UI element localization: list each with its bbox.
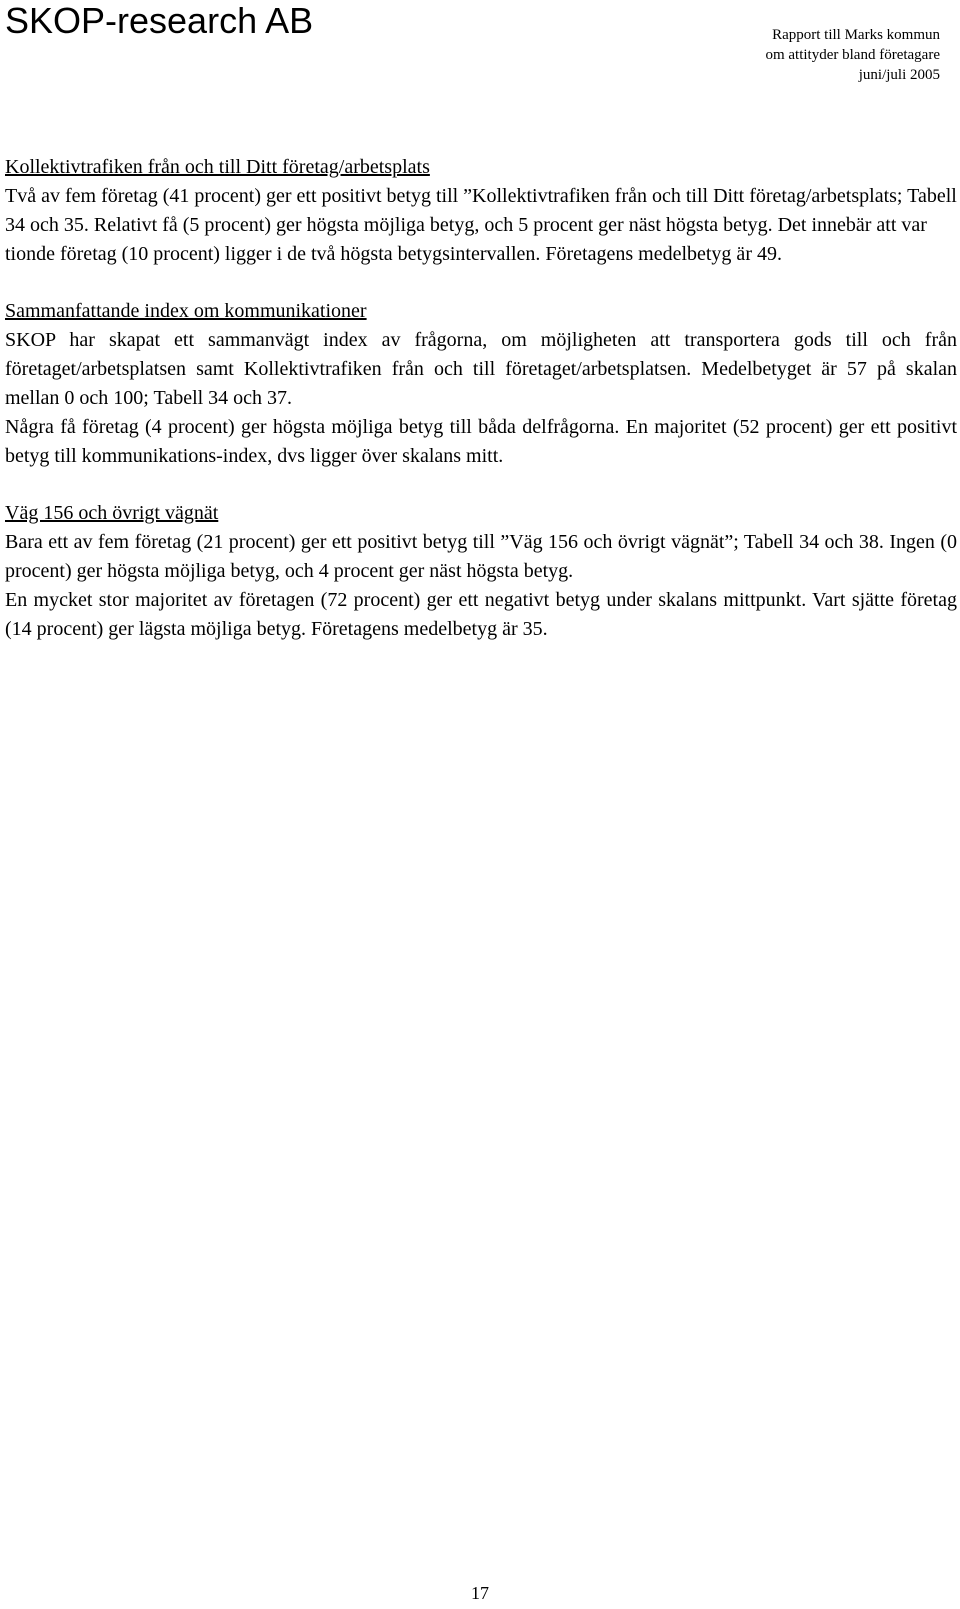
report-date: juni/juli 2005 <box>858 67 940 83</box>
page-header <box>0 0 960 90</box>
paragraph: Några få företag (4 procent) ger högsta möjliga betyg till båda delfrågorna. En majoritet (52 procent) ger ett positivt betyg till kommunikations-index, dvs ligger över skalans mitt. <box>5 416 957 467</box>
section-kollektivtrafik <box>5 153 957 269</box>
section-index-kommunikationer <box>5 297 957 471</box>
document-body <box>5 153 957 672</box>
paragraph: Bara ett av fem företag (21 procent) ger ett positivt betyg till ”Väg 156 och övrigt vägnät”; Tabell 34 och 38. Ingen (0 procent) ger högsta möjliga betyg, och 4 procent ger näst högsta betyg. <box>5 531 957 582</box>
company-name: SKOP-research AB <box>5 0 314 41</box>
page-number: 17 <box>471 1583 489 1603</box>
report-subject: om attityder bland företagare <box>765 47 940 63</box>
section-heading: Väg 156 och övrigt vägnät <box>5 502 219 524</box>
paragraph: En mycket stor majoritet av företagen (72 procent) ger ett negativt betyg under skalans mittpunkt. Vart sjätte företag (14 procent) ger lägsta möjliga betyg. Företagens medelbetyg är 35. <box>5 589 957 640</box>
paragraph: SKOP har skapat ett sammanvägt index av frågorna, om möjligheten att transportera gods till och från företaget/arbetsplatsen samt Kollektivtrafiken från och till företaget/arbetsplatsen. Medelbetyget är 57 på skalan mellan 0 och 100; Tabell 34 och 37. <box>5 329 957 409</box>
section-vag-156 <box>5 499 957 644</box>
section-heading: Sammanfattande index om kommunikationer <box>5 300 367 322</box>
section-heading: Kollektivtrafiken från och till Ditt företag/arbetsplats <box>5 156 430 178</box>
paragraph: Två av fem företag (41 procent) ger ett positivt betyg till ”Kollektivtrafiken från och till Ditt företag/arbetsplats; Tabell 34 och 35. Relativt få (5 procent) ger högsta möjliga betyg, och 5 procent ger näst högsta betyg. Det innebär att var tionde företag (10 procent) ligger i de två högsta betygsintervallen. Företagens medelbetyg är 49. <box>5 185 957 265</box>
report-info <box>765 25 940 85</box>
report-recipient: Rapport till Marks kommun <box>772 27 940 43</box>
